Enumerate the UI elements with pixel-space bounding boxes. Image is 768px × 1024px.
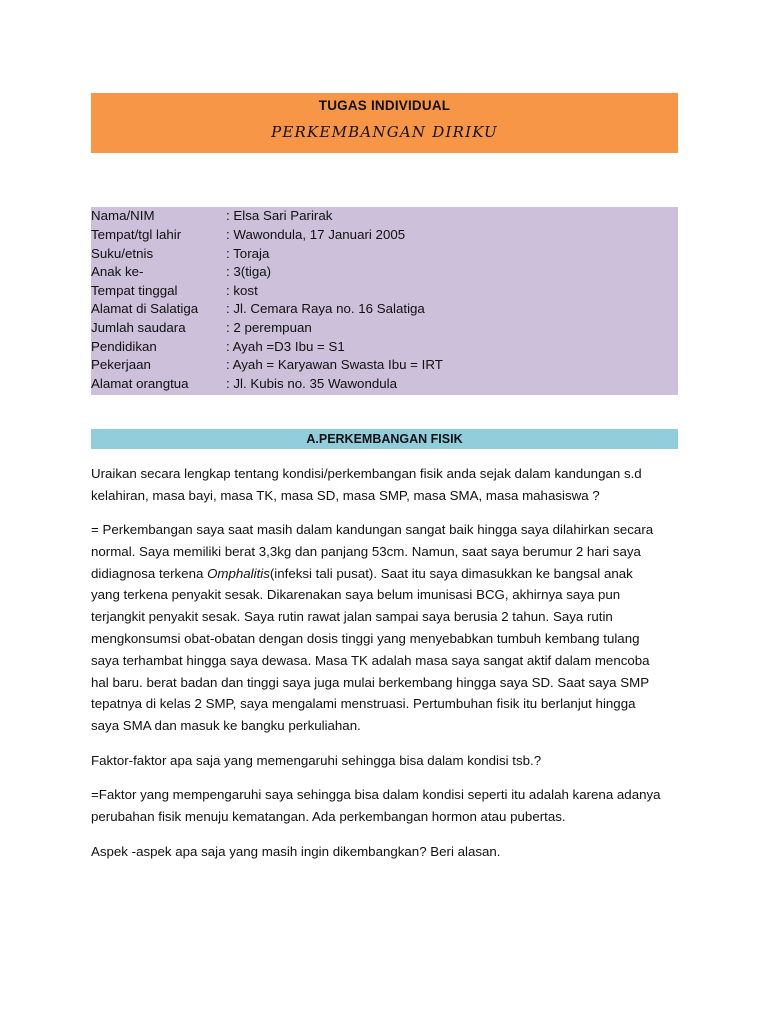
document-title: TUGAS INDIVIDUAL — [318, 98, 451, 113]
text-line: saya terhambat hingga saya dewasa. Masa TK adalah masa saya sangat aktif dalam mencoba — [91, 652, 650, 668]
question-1 — [91, 463, 691, 507]
text-line: saya SMA dan masuk ke bangku perkuliahan. — [91, 718, 361, 734]
info-label: Alamat orangtua — [91, 375, 189, 391]
info-label: Pendidikan — [91, 338, 157, 354]
answer-2 — [91, 784, 691, 828]
text-line: hal baru. berat badan dan tinggi saya juga mulai berkembang hingga saya SD. Saat saya SMP — [91, 674, 650, 690]
text-line: tepatnya di kelas 2 SMP, saya mengalami menstruasi. Pertumbuhan fisik itu berlanjut hingga — [91, 696, 636, 712]
italic-term: Omphalitis — [207, 565, 270, 581]
text-line: yang terkena penyakit sesak. Dikarenakan saya belum imunisasi BCG, akhirnya saya pun — [91, 587, 621, 603]
question-2 — [91, 750, 691, 772]
title-banner — [91, 93, 678, 153]
text-line: kelahiran, masa bayi, masa TK, masa SD, masa SMP, masa SMA, masa mahasiswa ? — [91, 487, 600, 503]
info-value: : Elsa Sari Parirak — [226, 208, 333, 223]
text-line: =Faktor yang mempengaruhi saya sehingga bisa dalam kondisi seperti itu adalah karena adanya — [91, 787, 661, 802]
info-value: : Ayah = Karyawan Swasta Ibu = IRT — [226, 357, 443, 373]
info-label: Tempat tinggal — [91, 282, 178, 298]
document-subtitle: PERKEMBANGAN DIRIKU — [271, 123, 498, 141]
info-value: : Wawondula, 17 Januari 2005 — [226, 227, 406, 242]
text-line: Faktor-faktor apa saja yang memengaruhi sehingga bisa dalam kondisi tsb.? — [91, 753, 542, 768]
text-line: Aspek -aspek apa saja yang masih ingin dikembangkan? Beri alasan. — [91, 844, 501, 859]
text-fragment: didiagnosa terkena — [91, 565, 208, 581]
text-line: terjangkit penyakit sesak. Saya rutin rawat jalan sampai saya berusia 2 tahun. Saya rutin — [91, 609, 613, 625]
info-value: : Toraja — [226, 245, 270, 261]
question-3 — [91, 841, 691, 863]
info-label: Suku/etnis — [91, 245, 154, 261]
info-value: : 3(tiga) — [226, 264, 272, 280]
text-line: perubahan fisik menuju kematangan. Ada perkembangan hormon atau pubertas. — [91, 808, 566, 824]
info-label: Alamat di Salatiga — [91, 301, 199, 317]
info-value: : Jl. Cemara Raya no. 16 Salatiga — [226, 301, 425, 317]
info-value: : Jl. Kubis no. 35 Wawondula — [226, 375, 397, 391]
info-value: : 2 perempuan — [226, 320, 312, 335]
text-line: normal. Saya memiliki berat 3,3kg dan panjang 53cm. Namun, saat saya berumur 2 hari saya — [91, 543, 641, 559]
text-line: = Perkembangan saya saat masih dalam kandungan sangat baik hingga saya dilahirkan secara — [91, 522, 654, 537]
info-label: Tempat/tgl lahir — [91, 227, 182, 242]
info-label: Anak ke- — [91, 264, 144, 280]
answer-1 — [91, 519, 691, 737]
personal-info-table — [91, 207, 678, 395]
info-value: : kost — [226, 282, 258, 298]
text-line: Uraikan secara lengkap tentang kondisi/perkembangan fisik anda sejak dalam kandungan s.d — [91, 466, 642, 481]
text-line: mengkonsumsi obat-obatan dengan dosis tinggi yang menyebabkan tumbuh kembang tulang — [91, 630, 640, 646]
info-value: : Ayah =D3 Ibu = S1 — [226, 338, 345, 354]
text-fragment: (infeksi tali pusat). Saat itu saya dimasukkan ke bangsal anak — [269, 565, 633, 581]
info-label: Pekerjaan — [91, 357, 151, 373]
info-label: Jumlah saudara — [91, 320, 186, 335]
section-heading: A.PERKEMBANGAN FISIK — [91, 429, 678, 449]
info-label: Nama/NIM — [91, 208, 155, 223]
text-line — [91, 563, 691, 585]
